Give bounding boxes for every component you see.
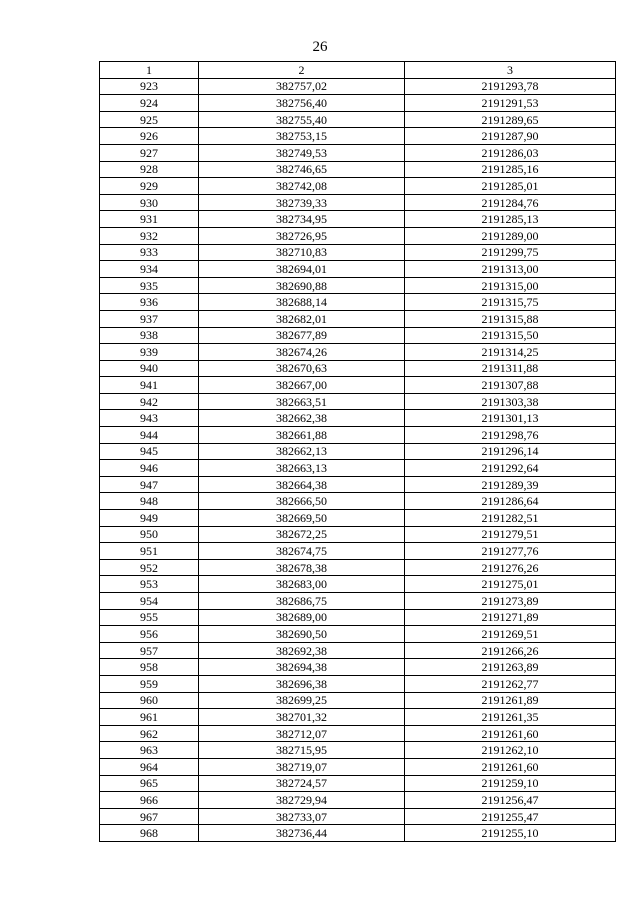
x-coordinate-cell: 382663,51 [199,393,405,410]
table-row [100,161,616,178]
header-row [100,62,616,79]
table-row [100,261,616,278]
x-coordinate-cell: 382757,02 [199,78,405,95]
y-coordinate-cell: 2191313,00 [405,261,616,278]
point-number-cell: 960 [100,692,199,709]
x-coordinate-cell: 382739,33 [199,194,405,211]
y-coordinate-cell: 2191282,51 [405,510,616,527]
table-row [100,709,616,726]
x-coordinate-cell: 382692,38 [199,642,405,659]
x-coordinate-cell: 382669,50 [199,510,405,527]
table-row [100,277,616,294]
table-row [100,393,616,410]
x-coordinate-cell: 382733,07 [199,808,405,825]
y-coordinate-cell: 2191259,10 [405,775,616,792]
y-coordinate-cell: 2191256,47 [405,792,616,809]
page-number: 26 [312,39,328,55]
table-row [100,742,616,759]
point-number-cell: 923 [100,78,199,95]
y-coordinate-cell: 2191261,35 [405,709,616,726]
point-number-cell: 937 [100,310,199,327]
point-number-cell: 955 [100,609,199,626]
table-row [100,310,616,327]
x-coordinate-cell: 382715,95 [199,742,405,759]
y-coordinate-cell: 2191271,89 [405,609,616,626]
table-row [100,476,616,493]
y-coordinate-cell: 2191286,03 [405,144,616,161]
y-coordinate-cell: 2191287,90 [405,128,616,145]
point-number-cell: 953 [100,576,199,593]
point-number-cell: 941 [100,377,199,394]
y-coordinate-cell: 2191261,60 [405,758,616,775]
x-coordinate-cell: 382719,07 [199,758,405,775]
table-row [100,825,616,842]
point-number-cell: 930 [100,194,199,211]
table-row [100,227,616,244]
point-number-cell: 945 [100,443,199,460]
x-coordinate-cell: 382753,15 [199,128,405,145]
point-number-cell: 932 [100,227,199,244]
table-row [100,294,616,311]
column-header-x: 2 [199,62,405,79]
table-row [100,244,616,261]
point-number-cell: 964 [100,758,199,775]
point-number-cell: 940 [100,360,199,377]
x-coordinate-cell: 382670,63 [199,360,405,377]
x-coordinate-cell: 382667,00 [199,377,405,394]
point-number-cell: 934 [100,261,199,278]
point-number-cell: 951 [100,543,199,560]
x-coordinate-cell: 382755,40 [199,111,405,128]
point-number-cell: 959 [100,675,199,692]
y-coordinate-cell: 2191255,10 [405,825,616,842]
point-number-cell: 939 [100,344,199,361]
x-coordinate-cell: 382666,50 [199,493,405,510]
x-coordinate-cell: 382701,32 [199,709,405,726]
x-coordinate-cell: 382663,13 [199,460,405,477]
table-row [100,443,616,460]
point-number-cell: 926 [100,128,199,145]
y-coordinate-cell: 2191284,76 [405,194,616,211]
table-row [100,526,616,543]
y-coordinate-cell: 2191285,16 [405,161,616,178]
point-number-cell: 962 [100,725,199,742]
coordinates-table [99,61,616,842]
table-row [100,111,616,128]
y-coordinate-cell: 2191275,01 [405,576,616,593]
table-row [100,211,616,228]
point-number-cell: 925 [100,111,199,128]
column-header-y: 3 [405,62,616,79]
y-coordinate-cell: 2191296,14 [405,443,616,460]
point-number-cell: 933 [100,244,199,261]
point-number-cell: 946 [100,460,199,477]
y-coordinate-cell: 2191289,65 [405,111,616,128]
y-coordinate-cell: 2191279,51 [405,526,616,543]
point-number-cell: 952 [100,559,199,576]
x-coordinate-cell: 382756,40 [199,95,405,112]
table-row [100,128,616,145]
y-coordinate-cell: 2191301,13 [405,410,616,427]
point-number-cell: 944 [100,427,199,444]
x-coordinate-cell: 382694,01 [199,261,405,278]
x-coordinate-cell: 382710,83 [199,244,405,261]
point-number-cell: 954 [100,593,199,610]
table-row [100,659,616,676]
x-coordinate-cell: 382742,08 [199,178,405,195]
x-coordinate-cell: 382677,89 [199,327,405,344]
table-row [100,775,616,792]
x-coordinate-cell: 382729,94 [199,792,405,809]
x-coordinate-cell: 382696,38 [199,675,405,692]
x-coordinate-cell: 382689,00 [199,609,405,626]
table-row [100,642,616,659]
point-number-cell: 956 [100,626,199,643]
y-coordinate-cell: 2191289,00 [405,227,616,244]
table-row [100,78,616,95]
y-coordinate-cell: 2191315,88 [405,310,616,327]
point-number-cell: 942 [100,393,199,410]
point-number-cell: 935 [100,277,199,294]
x-coordinate-cell: 382712,07 [199,725,405,742]
y-coordinate-cell: 2191273,89 [405,593,616,610]
x-coordinate-cell: 382749,53 [199,144,405,161]
y-coordinate-cell: 2191314,25 [405,344,616,361]
table-row [100,725,616,742]
y-coordinate-cell: 2191291,53 [405,95,616,112]
point-number-cell: 949 [100,510,199,527]
point-number-cell: 958 [100,659,199,676]
x-coordinate-cell: 382678,38 [199,559,405,576]
point-number-cell: 927 [100,144,199,161]
y-coordinate-cell: 2191266,26 [405,642,616,659]
table-row [100,576,616,593]
table-row [100,758,616,775]
table-row [100,178,616,195]
point-number-cell: 963 [100,742,199,759]
table-body [100,78,616,841]
x-coordinate-cell: 382746,65 [199,161,405,178]
y-coordinate-cell: 2191276,26 [405,559,616,576]
table-row [100,95,616,112]
y-coordinate-cell: 2191315,75 [405,294,616,311]
table-row [100,609,616,626]
point-number-cell: 965 [100,775,199,792]
y-coordinate-cell: 2191261,60 [405,725,616,742]
table-row [100,675,616,692]
table-header [100,62,616,79]
y-coordinate-cell: 2191289,39 [405,476,616,493]
x-coordinate-cell: 382734,95 [199,211,405,228]
y-coordinate-cell: 2191269,51 [405,626,616,643]
y-coordinate-cell: 2191315,00 [405,277,616,294]
y-coordinate-cell: 2191261,89 [405,692,616,709]
point-number-cell: 924 [100,95,199,112]
x-coordinate-cell: 382672,25 [199,526,405,543]
x-coordinate-cell: 382686,75 [199,593,405,610]
point-number-cell: 961 [100,709,199,726]
x-coordinate-cell: 382688,14 [199,294,405,311]
y-coordinate-cell: 2191293,78 [405,78,616,95]
x-coordinate-cell: 382682,01 [199,310,405,327]
y-coordinate-cell: 2191292,64 [405,460,616,477]
y-coordinate-cell: 2191311,88 [405,360,616,377]
point-number-cell: 943 [100,410,199,427]
table-row [100,427,616,444]
x-coordinate-cell: 382699,25 [199,692,405,709]
y-coordinate-cell: 2191262,77 [405,675,616,692]
y-coordinate-cell: 2191285,01 [405,178,616,195]
x-coordinate-cell: 382674,26 [199,344,405,361]
table-row [100,360,616,377]
table-row [100,194,616,211]
table-row [100,377,616,394]
x-coordinate-cell: 382662,13 [199,443,405,460]
point-number-cell: 966 [100,792,199,809]
point-number-cell: 950 [100,526,199,543]
point-number-cell: 967 [100,808,199,825]
y-coordinate-cell: 2191286,64 [405,493,616,510]
table-row [100,626,616,643]
table-row [100,792,616,809]
x-coordinate-cell: 382683,00 [199,576,405,593]
y-coordinate-cell: 2191285,13 [405,211,616,228]
y-coordinate-cell: 2191307,88 [405,377,616,394]
point-number-cell: 957 [100,642,199,659]
x-coordinate-cell: 382661,88 [199,427,405,444]
point-number-cell: 938 [100,327,199,344]
table-row [100,410,616,427]
x-coordinate-cell: 382674,75 [199,543,405,560]
table-row [100,327,616,344]
x-coordinate-cell: 382726,95 [199,227,405,244]
table-row [100,493,616,510]
table-row [100,808,616,825]
table-row [100,344,616,361]
table-row [100,692,616,709]
table-row [100,559,616,576]
table-row [100,593,616,610]
point-number-cell: 928 [100,161,199,178]
point-number-cell: 948 [100,493,199,510]
x-coordinate-cell: 382690,50 [199,626,405,643]
x-coordinate-cell: 382662,38 [199,410,405,427]
point-number-cell: 936 [100,294,199,311]
table-row [100,460,616,477]
x-coordinate-cell: 382724,57 [199,775,405,792]
point-number-cell: 931 [100,211,199,228]
x-coordinate-cell: 382694,38 [199,659,405,676]
table-row [100,144,616,161]
x-coordinate-cell: 382664,38 [199,476,405,493]
y-coordinate-cell: 2191303,38 [405,393,616,410]
y-coordinate-cell: 2191277,76 [405,543,616,560]
x-coordinate-cell: 382690,88 [199,277,405,294]
point-number-cell: 947 [100,476,199,493]
y-coordinate-cell: 2191298,76 [405,427,616,444]
point-number-cell: 929 [100,178,199,195]
point-number-cell: 968 [100,825,199,842]
y-coordinate-cell: 2191255,47 [405,808,616,825]
y-coordinate-cell: 2191315,50 [405,327,616,344]
y-coordinate-cell: 2191263,89 [405,659,616,676]
x-coordinate-cell: 382736,44 [199,825,405,842]
y-coordinate-cell: 2191299,75 [405,244,616,261]
column-header-point: 1 [100,62,199,79]
table-row [100,510,616,527]
table-row [100,543,616,560]
y-coordinate-cell: 2191262,10 [405,742,616,759]
